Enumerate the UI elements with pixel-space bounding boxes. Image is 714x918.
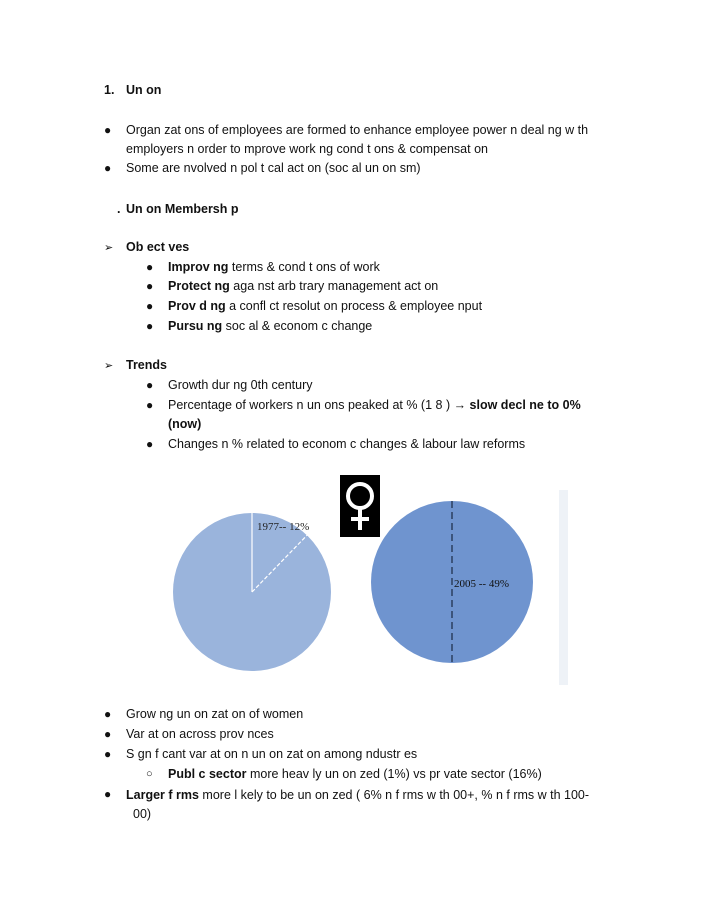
bullet-dot: ● [104, 727, 112, 741]
bullet-dot: ● [146, 260, 154, 274]
trends-heading: Trends [126, 358, 167, 372]
bullet-dot: ● [146, 398, 154, 412]
objectives-heading: Ob ect ves [126, 240, 190, 254]
list-item: Improv ng terms & cond t ons of work [168, 260, 380, 274]
female-symbol-icon [340, 475, 380, 537]
list-item: Var at on across prov nces [126, 727, 274, 741]
list-item: Prov d ng a confl ct resolut on process & employee nput [168, 299, 483, 313]
list-item: Pursu ng soc al & econom c change [168, 319, 373, 333]
paragraph-line: Some are nvolved n pol t cal act on (soc al un on sm) [126, 161, 421, 175]
list-item-continuation: 00) [133, 807, 152, 821]
bullet-dot: ● [146, 378, 154, 392]
list-item: Growth dur ng 0th century [168, 378, 313, 392]
arrow-bullet-icon: ➢ [104, 360, 114, 372]
section-number: 1. [104, 83, 115, 97]
paragraph-line: Organ zat ons of employees are formed to enhance employee power n deal ng w th [126, 123, 589, 137]
list-item: Grow ng un on zat on of women [126, 707, 304, 721]
section-title: Un on Membersh p [126, 202, 239, 216]
bullet-dot: ● [104, 787, 112, 801]
list-item-continuation: (now) [168, 417, 202, 431]
section-number: . [117, 202, 121, 216]
pie-2005-label: 2005 -- 49% [454, 578, 509, 590]
sub-list-item: Publ c sector more heav ly un on zed (1%) vs pr vate sector (16%) [168, 767, 542, 781]
bullet-dot: ● [104, 123, 112, 137]
pie-1977-label: 1977-- 12% [257, 521, 310, 533]
bullet-dot: ● [146, 279, 154, 293]
image-edge [559, 490, 568, 685]
bullet-dot: ● [104, 747, 112, 761]
arrow-bullet-icon: ➢ [104, 242, 114, 254]
list-item: Protect ng aga nst arb trary management act on [168, 279, 439, 293]
paragraph-line: employers n order to mprove work ng cond t ons & compensat on [126, 142, 488, 156]
list-item: Percentage of workers n un ons peaked at % (1 8 ) → slow decl ne to 0% [168, 398, 581, 412]
bullet-dot: ● [104, 161, 112, 175]
bullet-dot: ● [146, 319, 154, 333]
list-item: Changes n % related to econom c changes & labour law reforms [168, 437, 526, 451]
hollow-bullet-icon: ○ [146, 768, 153, 780]
bullet-dot: ● [104, 707, 112, 721]
pie-figure [170, 470, 580, 690]
section-title: Un on [126, 83, 162, 97]
list-item: S gn f cant var at on n un on zat on among ndustr es [126, 747, 418, 761]
list-item: Larger f rms more l kely to be un on zed ( 6% n f rms w th 00+, % n f rms w th 100- [126, 788, 590, 802]
bullet-dot: ● [146, 299, 154, 313]
bullet-dot: ● [146, 437, 154, 451]
